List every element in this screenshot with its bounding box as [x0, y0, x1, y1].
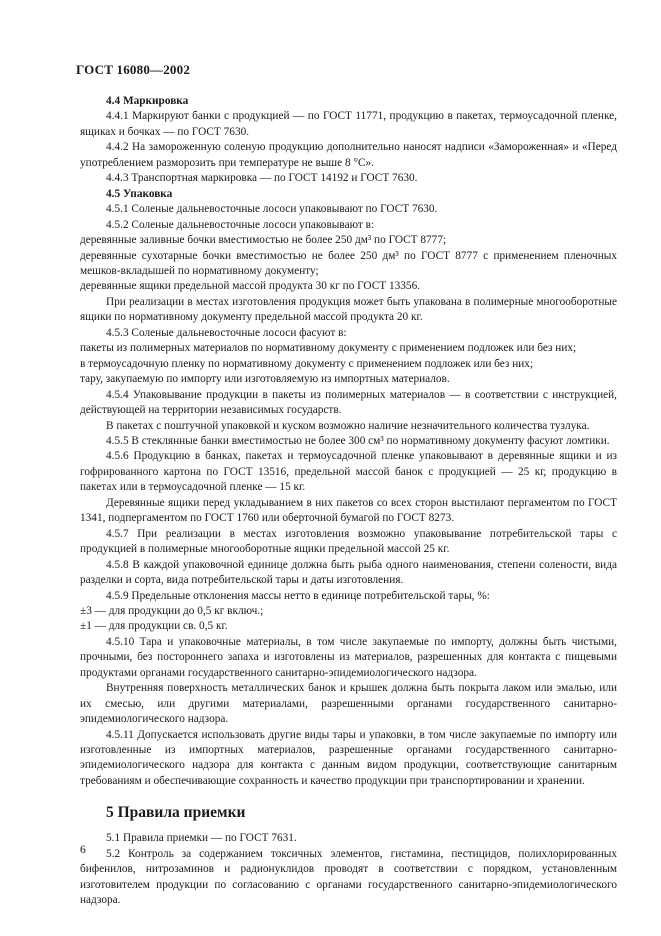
- list-line: тару, закупаемую по импорту или изготовляемую из импортных материалов.: [80, 373, 450, 386]
- list-line: ±1 — для продукции св. 0,5 кг.: [80, 620, 228, 633]
- page-header: ГОСТ 16080—2002: [76, 62, 191, 77]
- paragraph: 4.5.3 Соленые дальневосточные лососи фасуют в:: [106, 326, 347, 339]
- paragraph: 4.4.3 Транспортная маркировка — по ГОСТ 14192 и ГОСТ 7630.: [106, 172, 418, 185]
- paragraph: Деревянные ящики перед укладыванием в них пакетов со всех сторон выстилают пергаментом по ГОСТ 1341, подпергаментом по ГОСТ 1760 или оберточной бумагой по ГОСТ 8273.: [80, 496, 617, 525]
- document-body: [80, 94, 617, 909]
- list-line: деревянные заливные бочки вместимостью не более 250 дм³ по ГОСТ 8777;: [80, 234, 447, 247]
- subsection-heading: 4.4 Маркировка: [106, 95, 189, 107]
- paragraph: 4.4.1 Маркируют банки с продукцией — по ГОСТ 11771, продукцию в пакетах, термоусадочной пленке, ящиках и бочках — по ГОСТ 7630.: [80, 110, 617, 138]
- paragraph: 4.5.6 Продукцию в банках, пакетах и термоусадочной пленке упаковывают в деревянные ящики и из гофрированного картона по ГОСТ 13516, предельной массой банок с продукцией — 25 кг, продукцию в пакетах или в термоусадочной пленке — 15 кг.: [80, 450, 617, 494]
- list-line: в термоусадочную пленку по нормативному документу с применением подложек или без них;: [80, 357, 534, 370]
- paragraph: 4.5.9 Предельные отклонения массы нетто в единице потребительской тары, %:: [106, 589, 490, 602]
- section-heading: 5 Правила приемки: [106, 804, 246, 822]
- paragraph: В пакетах с поштучной упаковкой и куском возможно наличие незначительного количества тузлука.: [106, 419, 590, 432]
- list-line: деревянные сухотарные бочки вместимостью не более 250 дм³ по ГОСТ 8777 с применением пленочных мешков-вкладышей по нормативному документу;: [80, 249, 617, 277]
- paragraph: 4.5.8 В каждой упаковочной единице должна быть рыба одного наименования, степени солености, вида разделки и сорта, вида потребительской тары и даты изготовления.: [80, 558, 617, 587]
- paragraph: 4.5.11 Допускается использовать другие виды тары и упаковки, в том числе закупаемые по импорту или изготовленные из импортных материалов, разрешенные органами государственного санитарно-эпидемиологического надзора для контакта с данным видом продукции, соответствующие санитарным требованиям и обеспечивающие сохранность и качество продукции при транспортировании и хранении.: [80, 728, 617, 787]
- paragraph: При реализации в местах изготовления продукция может быть упакована в полимерные многооборотные ящики по нормативному документу предельной массой продукта 20 кг.: [80, 295, 617, 324]
- paragraph: 4.5.4 Упаковывание продукции в пакеты из полимерных материалов — в соответствии с инструкцией, действующей на территории независимых государств.: [80, 388, 617, 417]
- list-line: пакеты из полимерных материалов по нормативному документу с применением подложек или без них;: [80, 342, 577, 355]
- page-number: 6: [80, 844, 86, 856]
- list-line: ±3 — для продукции до 0,5 кг включ.;: [80, 604, 264, 617]
- paragraph: 4.5.7 При реализации в местах изготовления возможно упаковывание потребительской тары с продукцией в полимерные многооборотные ящики предельной массой 25 кг.: [80, 527, 617, 556]
- subsection-heading: 4.5 Упаковка: [106, 187, 173, 200]
- paragraph: 4.5.2 Соленые дальневосточные лососи упаковывают в:: [106, 218, 375, 231]
- paragraph: 4.5.5 В стеклянные банки вместимостью не более 300 см³ по нормативному документу фасуют ломтики.: [106, 434, 610, 447]
- list-line: деревянные ящики предельной массой продукта 30 кг по ГОСТ 13356.: [80, 280, 421, 293]
- paragraph: 5.1 Правила приемки — по ГОСТ 7631.: [106, 832, 297, 845]
- paragraph: Внутренняя поверхность металлических банок и крышек должна быть покрыта лаком или эмалью, или их смесью, или другими материалами, разрешенными органами государственного санитарно-эпидемиологического надзора.: [80, 682, 617, 726]
- paragraph: 4.5.10 Тара и упаковочные материалы, в том числе закупаемые по импорту, должны быть чистыми, прочными, без постороннего запаха и изготовлены из материалов, разрешенных для контакта с пищевыми продуктами органами государственного санитарно-эпидемиологического надзора.: [80, 635, 617, 679]
- paragraph: 4.4.2 На замороженную соленую продукцию дополнительно наносят надписи «Замороженная» и «Перед употреблением разморозить при температуре не выше 8 °С».: [80, 141, 617, 169]
- paragraph: 5.2 Контроль за содержанием токсичных элементов, гистамина, пестицидов, полихлорированных бифенилов, нитрозаминов и радионуклидов проводят в соответствии с порядком, установленным изготовителем продукции по согласованию с органами государственного санитарно-эпидемиологического надзора.: [80, 847, 617, 907]
- paragraph: 4.5.1 Соленые дальневосточные лососи упаковывают по ГОСТ 7630.: [106, 203, 438, 216]
